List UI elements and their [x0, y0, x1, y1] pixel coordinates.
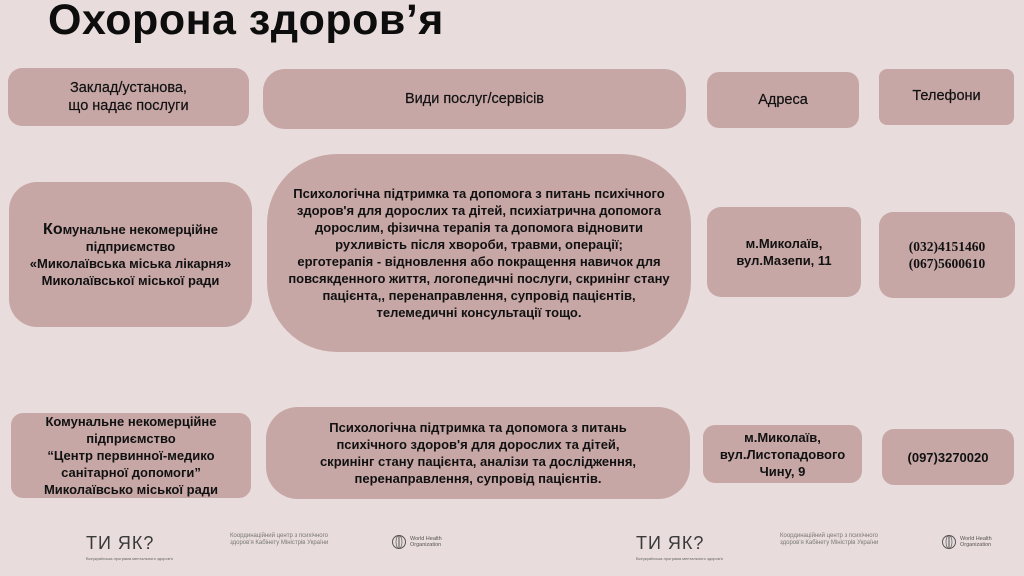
who-logo-text: World Health Organization [410, 536, 442, 548]
coordination-center-logo: Координаційний центр з психічного здоров'я Кабінету Міністрів України [780, 533, 879, 546]
row-2-institution: Комунальне некомерційне підприємство “Центр первинної-медико санітарної допомоги” Миколаївсько міської ради [11, 413, 251, 498]
row-1-institution-prefix: Ко [43, 220, 63, 238]
header-institution: Заклад/установа, що надає послуги [8, 68, 249, 126]
header-address: Адреса [707, 72, 859, 128]
footer-right [550, 528, 1024, 568]
who-emblem-icon [391, 534, 407, 550]
who-logo-text: World Health Organization [960, 536, 992, 548]
row-1-address: м.Миколаїв, вул.Мазепи, 11 [707, 207, 861, 297]
who-emblem-icon [941, 534, 957, 550]
tiyak-logo: ТИ ЯК? [86, 533, 155, 553]
row-1-phones: (032)4151460 (067)5600610 [879, 212, 1015, 298]
tiyak-logo-sub: Всеукраїнська програма ментального здоров'я [636, 556, 723, 561]
row-1-institution [9, 182, 252, 327]
row-1-institution-text: мунальне некомерційне підприємство «Миколаївська міська лікарня» Миколаївської міської ради [29, 221, 232, 288]
header-services: Види послуг/сервісів [263, 69, 686, 129]
coordination-center-logo: Координаційний центр з психічного здоров'я Кабінету Міністрів України [230, 533, 329, 546]
footer-left [0, 528, 512, 568]
row-2-phones: (097)3270020 [882, 429, 1014, 485]
row-2-services: Психологічна підтримка та допомога з питань психічного здоров'я для дорослих та дітей, скринінг стану пацієнта, аналізи та дослідження, перенаправлення, супровід пацієнтів. [266, 407, 690, 499]
row-1-services: Психологічна підтримка та допомога з питань психічного здоров'я для дорослих та дітей, психіатрична допомога дорослим, фізична терапія та допомога відновити рухливість після хвороби, травми, операції; ерготерапія - відновлення або покращення навичок для повсякденного життя, логопедичні послуги, скринінг стану пацієнта,, перенаправлення, супровід пацієнтів, телемедичні консультації тощо. [267, 154, 691, 352]
header-phones: Телефони [879, 69, 1014, 125]
tiyak-logo-sub: Всеукраїнська програма ментального здоров'я [86, 556, 173, 561]
tiyak-logo: ТИ ЯК? [636, 533, 705, 553]
row-2-address: м.Миколаїв, вул.Листопадового Чину, 9 [703, 425, 862, 483]
page-title: Охорона здоров’я [48, 0, 444, 44]
